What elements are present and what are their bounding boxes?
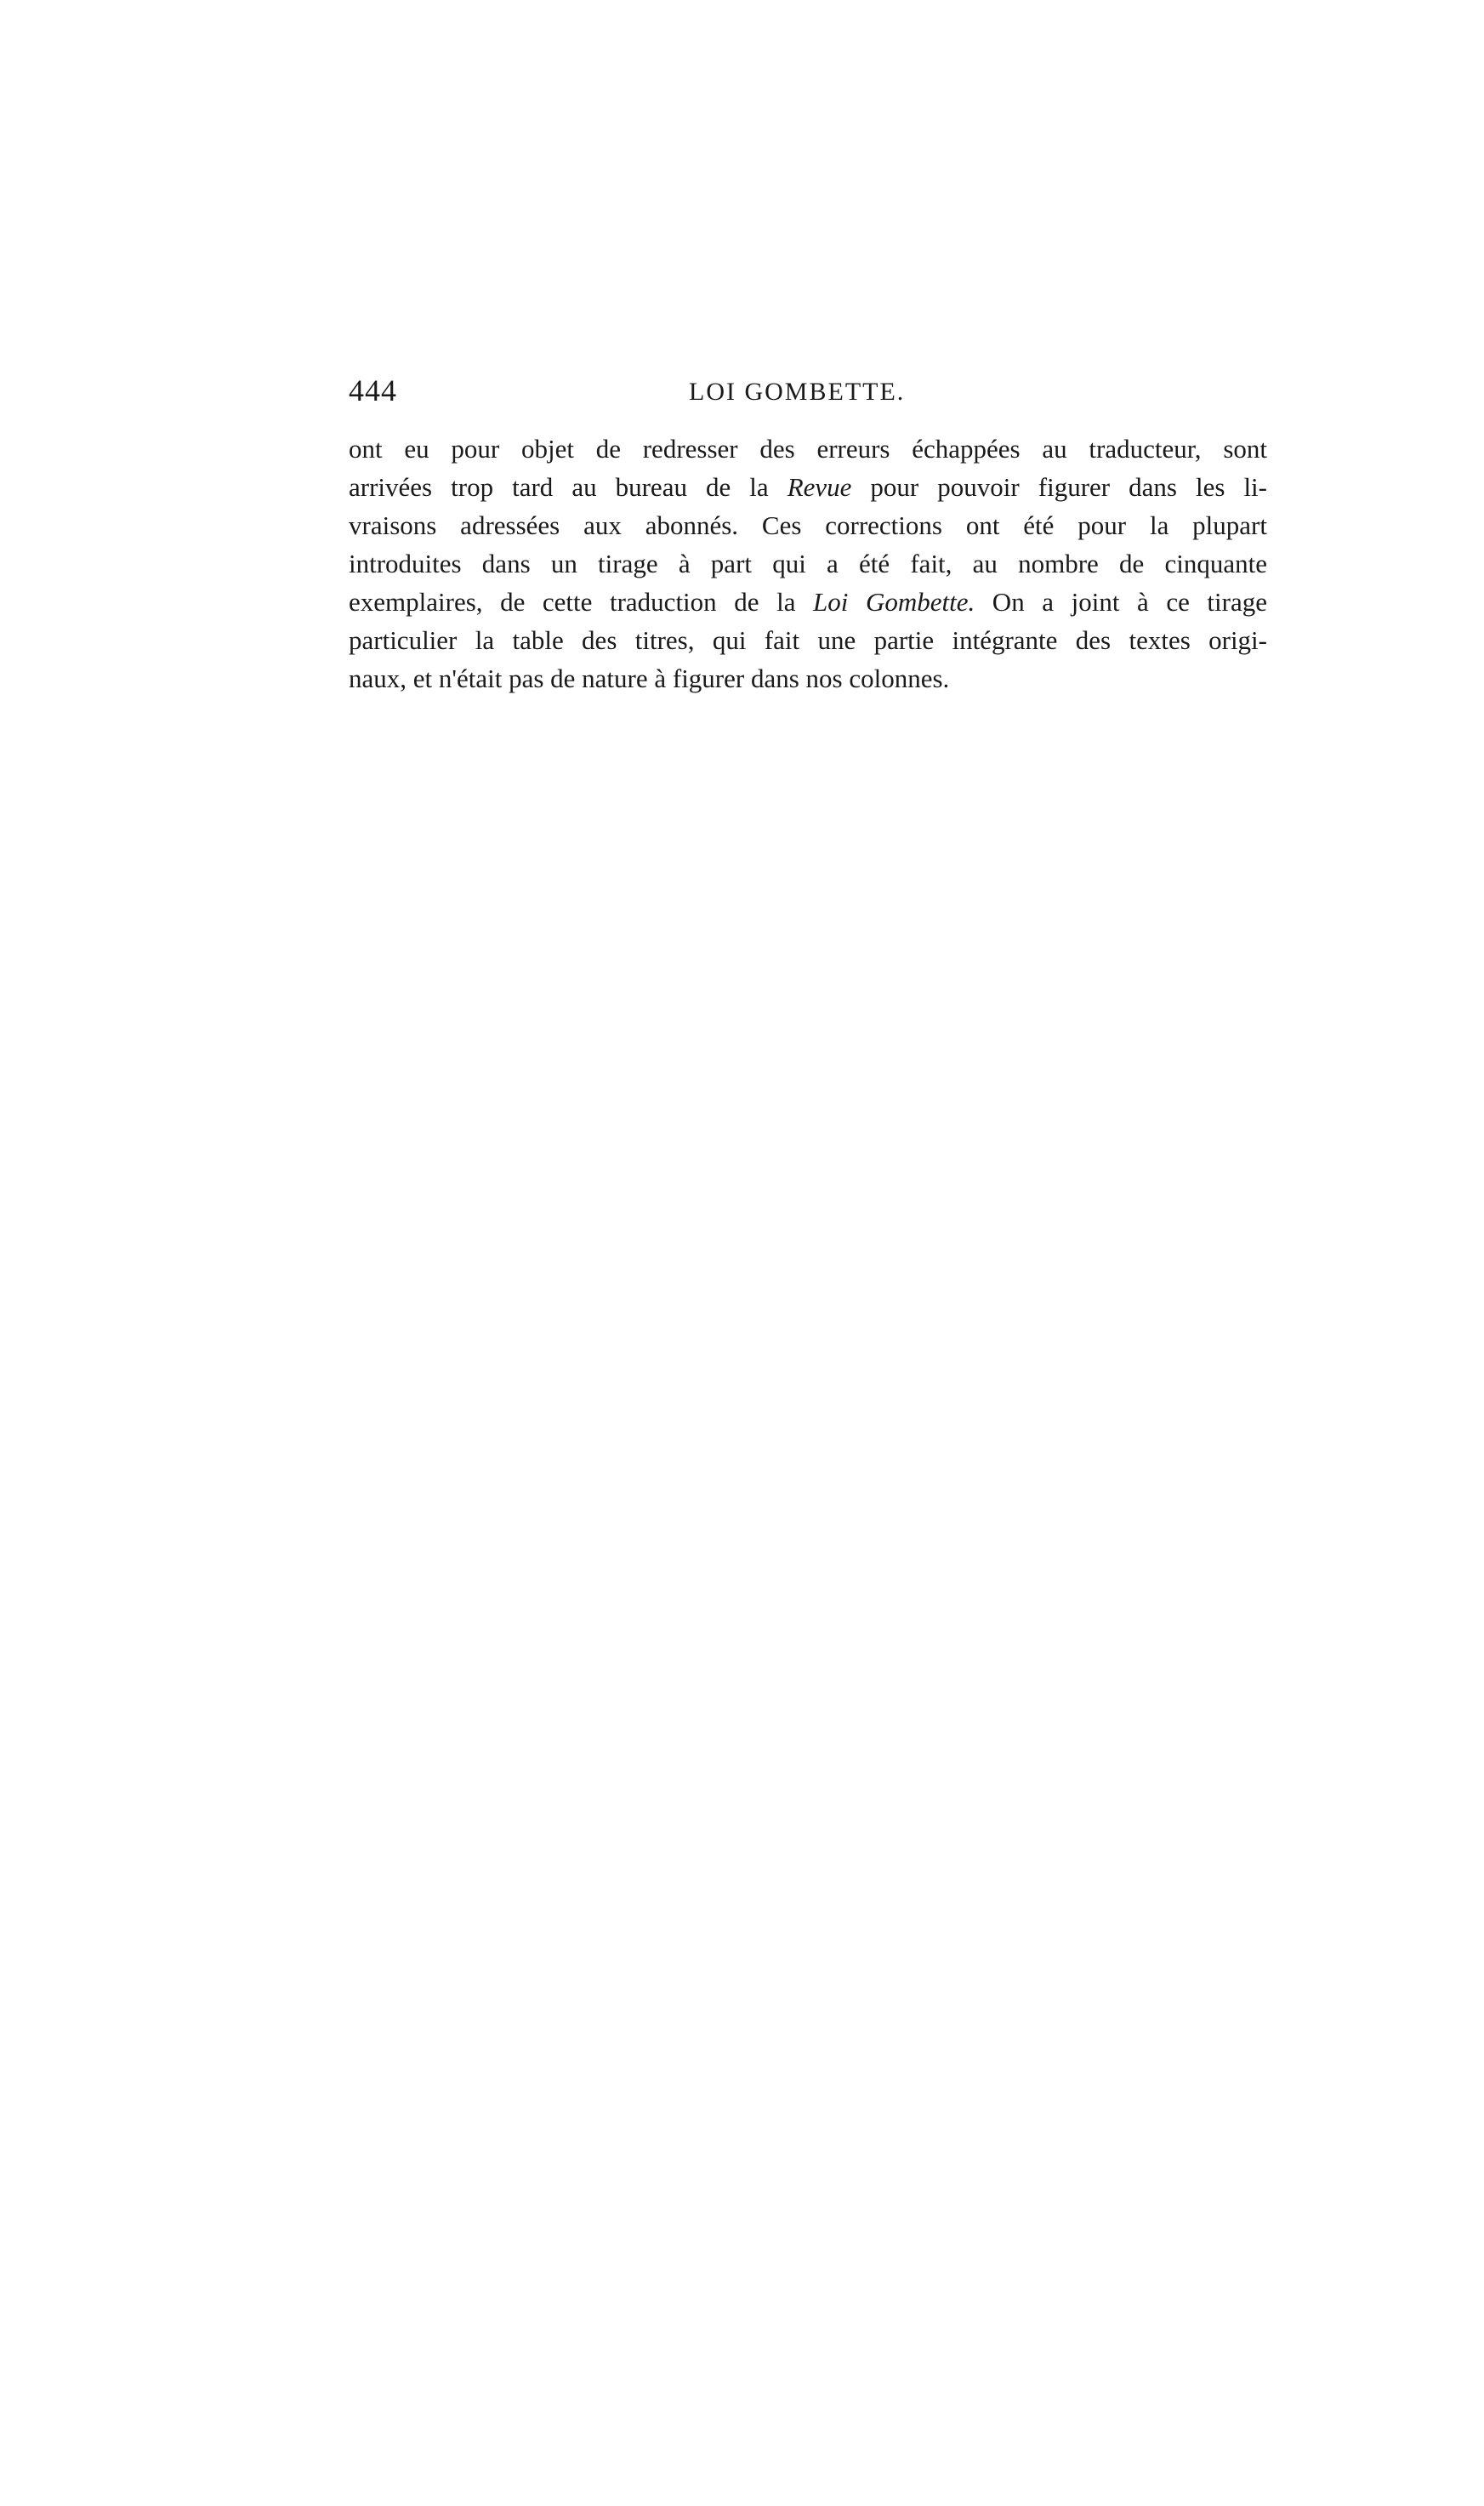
text-line: vraisons adressées aux abonnés. Ces corrections ont été pour la plupart — [349, 510, 1267, 540]
page-number: 444 — [349, 373, 397, 407]
text-line — [349, 583, 1267, 621]
text-line: ont eu pour objet de redresser des erreurs échappées au traducteur, sont — [349, 434, 1267, 464]
italic-title-loi-gombette: Loi Gombette. — [813, 587, 975, 617]
text-line — [349, 468, 1267, 506]
page-header — [349, 373, 1267, 415]
body-paragraph — [349, 430, 1267, 698]
text-segment: On a joint à ce tirage — [975, 587, 1267, 617]
text-line: naux, et n'était pas de nature à figurer dans nos colonnes. — [349, 664, 950, 693]
text-line: introduites dans un tirage à part qui a été fait, au nombre de cinquante — [349, 549, 1267, 578]
text-segment: arrivées trop tard au bureau de la — [349, 472, 787, 502]
text-segment: pour pouvoir figurer dans les li- — [851, 472, 1267, 502]
text-line: particulier la table des titres, qui fait une partie intégrante des textes origi- — [349, 625, 1267, 655]
running-title: LOI GOMBETTE. — [689, 378, 906, 406]
text-segment: exemplaires, de cette traduction de la — [349, 587, 814, 617]
italic-title-revue: Revue — [787, 472, 852, 502]
